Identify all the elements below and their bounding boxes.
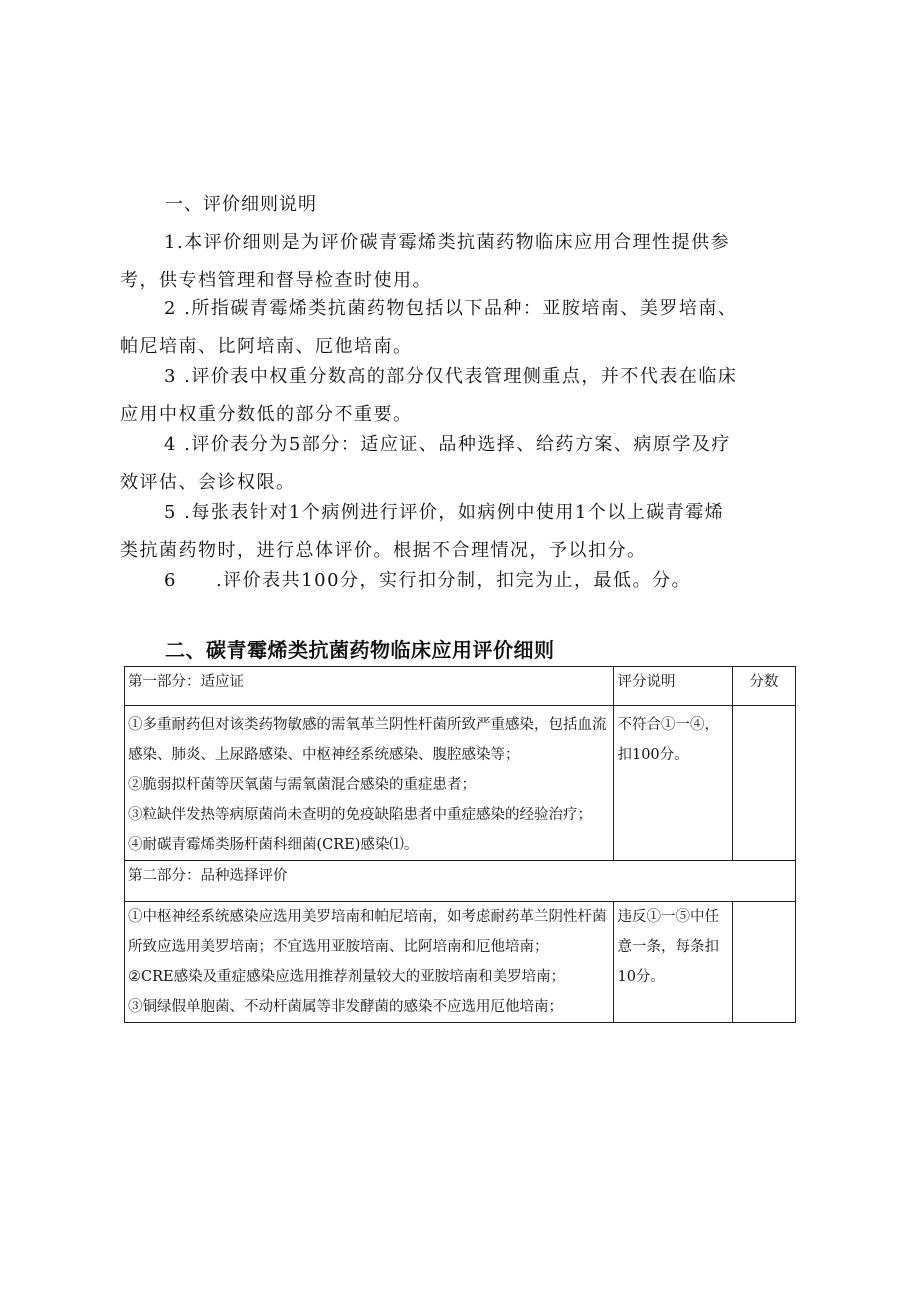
part1-note-cell	[614, 706, 732, 861]
part2-header-row	[125, 861, 796, 902]
part2-score-cell[interactable]	[732, 902, 795, 1023]
intro-item-3-line1: 3 .评价表中权重分数高的部分仅代表管理侧重点，并不代表在临床	[164, 366, 738, 387]
intro-item-4-line1: 4 .评价表分为5部分：适应证、品种选择、给药方案、病原学及疗	[164, 434, 731, 455]
intro-item-2-line2: 帕尼培南、比阿培南、厄他培南。	[120, 336, 413, 357]
part1-item-2: ②脆弱拟杆菌等厌氧菌与需氧菌混合感染的重症患者；	[128, 777, 476, 793]
intro-item-5-line1: 5 .每张表针对1个病例进行评价，如病例中使用1个以上碳青霉烯	[164, 502, 725, 523]
intro-item-3	[120, 358, 810, 434]
part1-note: 不符合①一④，扣100分。	[617, 717, 719, 763]
part2-note-cell	[614, 902, 732, 1023]
score-column-header: 分数	[732, 667, 795, 706]
part2-item-1: ①中枢神经系统感染应选用美罗培南和帕尼培南，如考虑耐药革兰阴性杆菌所致应选用美罗培南；不宜选用亚胺培南、比阿培南和厄他培南；	[128, 909, 607, 955]
part1-item-3: ③粒缺伴发热等病原菌尚未查明的免疫缺陷患者中重症感染的经验治疗；	[128, 807, 592, 823]
intro-item-2	[120, 290, 810, 366]
intro-item-4-line2: 效评估、会诊权限。	[120, 472, 296, 493]
note-column-header: 评分说明	[614, 667, 732, 706]
intro-item-4	[120, 426, 810, 502]
part2-title: 第二部分：品种选择评价	[125, 861, 796, 902]
part1-items-cell	[125, 706, 614, 861]
part2-note: 违反①一⑤中任意一条，每条扣10分。	[617, 909, 719, 985]
intro-item-2-line1: 2 .所指碳青霉烯类抗菌药物包括以下品种：亚胺培南、美罗培南、	[164, 298, 738, 319]
part1-body-row	[125, 706, 796, 861]
part1-item-4: ④耐碳青霉烯类肠杆菌科细菌(CRE)感染⑴。	[128, 837, 419, 853]
intro-item-1-line2: 考，供专档管理和督导检查时使用。	[120, 270, 432, 291]
part1-title: 第一部分：适应证	[125, 667, 614, 706]
intro-item-6-line1: 6 .评价表共100分，实行扣分制，扣完为止，最低。分。	[164, 570, 692, 591]
section2-heading: 二、碳青霉烯类抗菌药物临床应用评价细则	[165, 638, 555, 662]
part2-item-2: ②CRE感染及重症感染应选用推荐剂量较大的亚胺培南和美罗培南；	[128, 969, 566, 985]
part2-body-row	[125, 902, 796, 1023]
part2-item-3: ③铜绿假单胞菌、不动杆菌属等非发酵菌的感染不应选用厄他培南；	[128, 999, 563, 1015]
part1-item-1: ①多重耐药但对该类药物敏感的需氧革兰阴性杆菌所致严重感染，包括血流感染、肺炎、上尿路感染、中枢神经系统感染、腹腔感染等；	[128, 717, 607, 763]
intro-item-3-line2: 应用中权重分数低的部分不重要。	[120, 404, 413, 425]
intro-heading: 一、评价细则说明	[165, 194, 317, 215]
intro-item-1	[120, 224, 810, 300]
intro-item-1-line1: 1.本评价细则是为评价碳青霉烯类抗菌药物临床应用合理性提供参	[164, 232, 731, 253]
intro-item-5-line2: 类抗菌药物时，进行总体评价。根据不合理情况，予以扣分。	[120, 540, 647, 561]
part1-header-row	[125, 667, 796, 706]
part1-score-cell[interactable]	[732, 706, 795, 861]
intro-item-6	[120, 562, 810, 600]
intro-item-5	[120, 494, 810, 570]
evaluation-table	[124, 666, 796, 1023]
part2-items-cell	[125, 902, 614, 1023]
